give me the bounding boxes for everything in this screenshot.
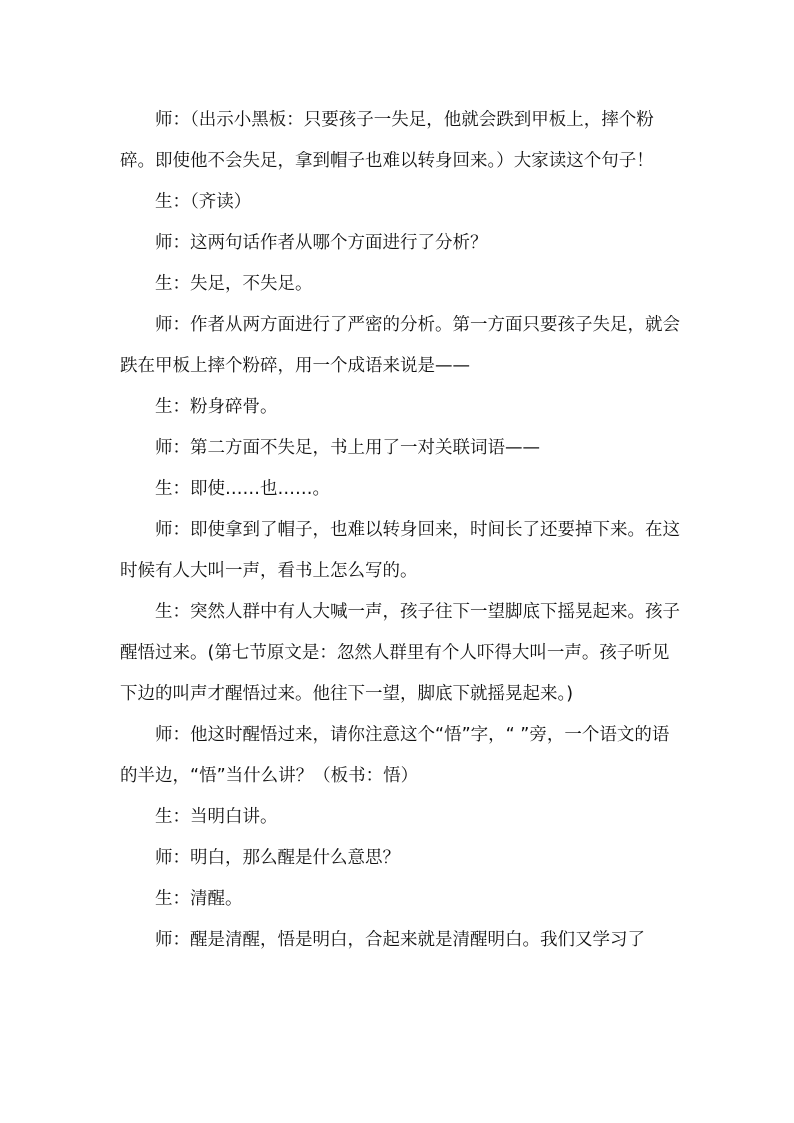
paragraph-9: 师：即使拿到了帽子，也难以转身回来，时间长了还要掉下来。在这时候有人大叫一声，看书上怎么写的。 — [120, 520, 680, 581]
paragraph-5: 师：作者从两方面进行了严密的分析。第一方面只要孩子失足，就会跌在甲板上摔个粉碎，用一个成语来说是—— — [120, 315, 680, 376]
paragraph-13: 师：明白，那么醒是什么意思？ — [155, 848, 400, 868]
paragraph-8: 生：即使……也……。 — [155, 479, 330, 499]
document-page — [120, 100, 680, 961]
paragraph-12: 生：当明白讲。 — [155, 807, 278, 827]
paragraph-11: 师：他这时醒悟过来，请你注意这个“悟”字，“ ”旁，一个语文的语的半边，“悟”当什么讲？（板书：悟） — [120, 725, 670, 786]
paragraph-3: 师：这两句话作者从哪个方面进行了分析？ — [155, 233, 488, 253]
paragraph-10: 生：突然人群中有人大喊一声，孩子往下一望脚底下摇晃起来。孩子醒悟过来。(第七节原文是：忽然人群里有个人吓得大叫一声。孩子听见下边的叫声才醒悟过来。他往下一望，脚底下就摇晃起来。) — [120, 602, 680, 704]
paragraph-14: 生：清醒。 — [155, 889, 243, 909]
paragraph-2: 生：（齐读） — [155, 192, 252, 212]
paragraph-6: 生：粉身碎骨。 — [155, 397, 278, 417]
paragraph-4: 生：失足，不失足。 — [155, 274, 313, 294]
paragraph-7: 师：第二方面不失足，书上用了一对关联词语—— — [155, 438, 540, 458]
paragraph-1: 师：（出示小黑板：只要孩子一失足，他就会跌到甲板上，摔个粉碎。即使他不会失足，拿到帽子也难以转身回来。）大家读这个句子！ — [120, 110, 654, 171]
paragraph-15: 师：醒是清醒，悟是明白，合起来就是清醒明白。我们又学习了 — [155, 930, 645, 950]
